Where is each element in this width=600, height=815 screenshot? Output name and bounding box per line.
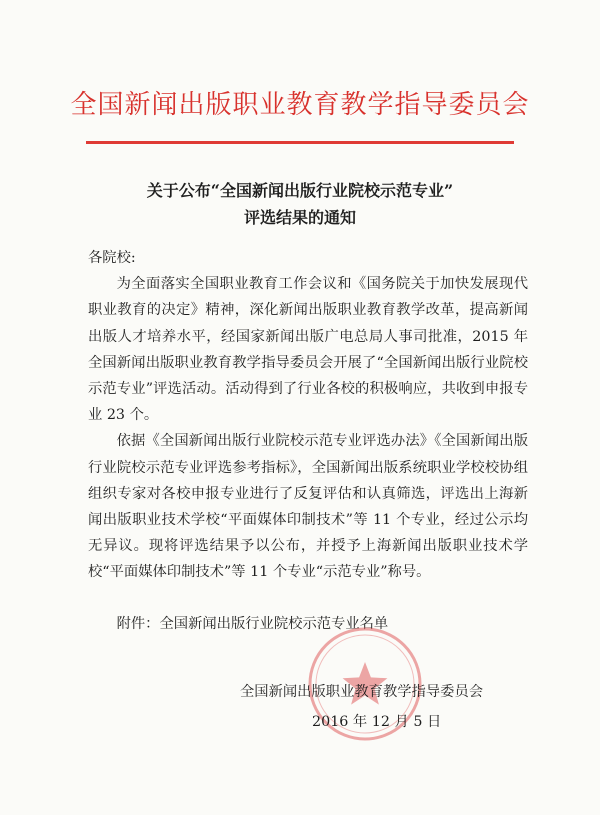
notice-body [88, 245, 528, 637]
signature-date: 2016 年 12 月 5 日 [312, 714, 442, 730]
notice-title-line-2: 评选结果的通知 [243, 208, 356, 227]
letterhead-title: 全国新闻出版职业教育教学指导委员会 [70, 90, 530, 120]
notice-title-line-1: 关于公布“全国新闻出版行业院校示范专业” [146, 181, 454, 200]
attachment-line: 附件：全国新闻出版行业院校示范专业名单 [116, 615, 389, 632]
notice-title [0, 177, 600, 231]
salutation: 各院校: [88, 250, 136, 266]
signature-block [240, 677, 483, 737]
paragraph-2: 依据《全国新闻出版行业院校示范专业评选办法》《全国新闻出版行业院校示范专业评选参考指标》，全国新闻出版系统职业学校校协组组织专家对各校申报专业进行了反复评估和认真筛选，评选出上海新闻出版职业技术学校“平面媒体印制技术”等 11 个专业，经过公示均无异议。现将评选结果予以公布，并授予上海新闻出版职业技术学校“平面媒体印制技术”等 11 个专业“示范专业”称号。 [88, 433, 528, 581]
signature-org: 全国新闻出版职业教育教学指导委员会 [240, 684, 484, 700]
letterhead-divider [86, 141, 514, 144]
paragraph-1: 为全面落实全国职业教育工作会议和《国务院关于加快发展现代职业教育的决定》精神，深化新闻出版职业教育教学改革，提高新闻出版人才培养水平，经国家新闻出版广电总局人事司批准，2015 年全国新闻出版职业教育教学指导委员会开展了“全国新闻出版行业院校示范专业”评选活动。活动得到了行业各校的积极响应，共收到申报专业 23 个。 [88, 276, 528, 424]
